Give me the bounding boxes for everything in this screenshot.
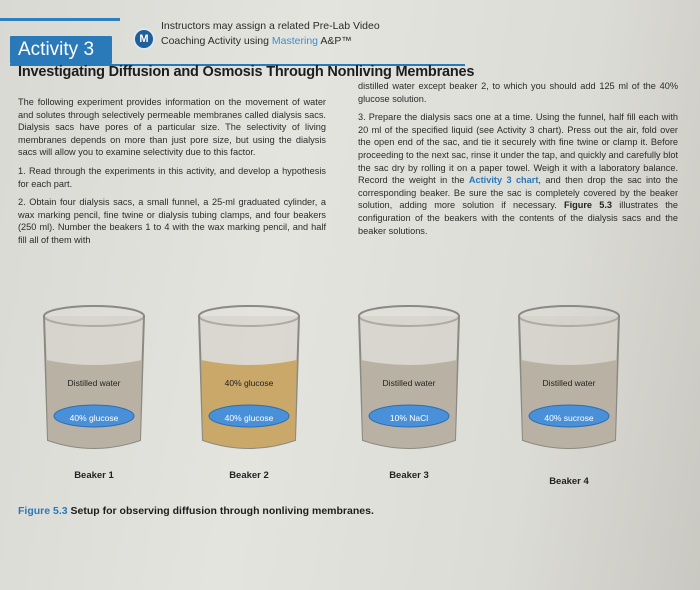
- beaker-2: [195, 300, 303, 481]
- caption-text: Setup for observing diffusion through nonliving membranes.: [67, 505, 374, 517]
- beaker-1-name: Beaker 1: [74, 470, 114, 481]
- top-accent-line: [0, 18, 120, 21]
- mastering-logo-icon: M: [133, 28, 155, 50]
- note-line-2: Coaching Activity using Mastering A&P™: [161, 35, 352, 47]
- beaker-2-solution-label: 40% glucose: [224, 378, 274, 388]
- left-column: [18, 96, 326, 253]
- figure-caption: [18, 505, 518, 517]
- activity-chart-ref: Activity 3 chart: [468, 175, 539, 186]
- mastering-brand: Mastering: [271, 35, 319, 47]
- beaker-2-glass-icon: [195, 300, 303, 454]
- beaker-2-name: Beaker 2: [229, 470, 269, 481]
- instructor-note: [161, 19, 401, 49]
- beaker-3-solution-label: Distilled water: [382, 378, 436, 388]
- beaker-3: [355, 300, 463, 481]
- beaker-1-glass-icon: [40, 300, 148, 454]
- step-2: 2. Obtain four dialysis sacs, a small funnel, a 25-ml graduated cylinder, a wax marking pencil, fine twine or dialysis tubing clamps, and four beakers (250 ml). Number the beakers 1 to 4 with the wax marking pencil, and half fill all of them with: [18, 197, 326, 245]
- beaker-4-sac-label: 40% sucrose: [544, 413, 594, 423]
- figure-ref: Figure 5.3: [563, 200, 613, 211]
- beaker-4-glass-icon: [515, 300, 623, 454]
- right-column: [358, 80, 678, 243]
- step-3: 3. Prepare the dialysis sacs one at a time. Using the funnel, half fill each with 20 ml of the specified liquid (see Activity 3 chart). Press out the air, fold over the open end of the sac, and tie it securely with fine twine or clamp it. Before proceeding to the next sac, rinse it under the tap, and quickly and carefully blot the sac dry by rolling it on a paper towel. Weigh it with a laboratory balance. Record the weight in the Activity 3 chart, and then drop the sac into the corresponding beaker. Be sure the sac is completely covered by the beaker solution, adding more solution if necessary. Figure 5.3 illustrates the configuration of the beakers with the contents of the dialysis sacs and the beaker solutions.: [358, 112, 679, 236]
- beaker-4: [515, 300, 623, 487]
- note-line-1: Instructors may assign a related Pre-Lab Video: [161, 20, 380, 32]
- section-heading: Investigating Diffusion and Osmosis Through Nonliving Membranes: [18, 64, 475, 80]
- figure-beakers: [40, 300, 690, 500]
- beaker-3-glass-icon: [355, 300, 463, 454]
- figure-number: Figure 5.3: [18, 505, 68, 517]
- beaker-4-name: Beaker 4: [549, 476, 589, 487]
- steps-list-right: [358, 111, 678, 237]
- beaker-2-sac-label: 40% glucose: [224, 413, 274, 423]
- beaker-4-solution-label: Distilled water: [542, 378, 596, 388]
- beaker-3-name: Beaker 3: [389, 470, 429, 481]
- beaker-1-sac-label: 40% glucose: [69, 413, 119, 423]
- step-1: 1. Read through the experiments in this activity, and develop a hypothesis for each part.: [18, 165, 326, 189]
- intro-paragraph: The following experiment provides information on the movement of water and solutes through selectively permeable membranes called dialysis sacs. Dialysis sacs have pores of a particular size. The selectivity of living membranes depends on more than just pore size, but using the dialysis sacs will allow you to examine selectivity due to this factor.: [18, 97, 326, 158]
- activity-label: Activity 3: [10, 36, 112, 64]
- beaker-1: [40, 300, 148, 481]
- continued-text: distilled water except beaker 2, to which you should add 125 ml of the 40% glucose solution.: [358, 81, 678, 104]
- beaker-3-sac-label: 10% NaCl: [389, 413, 429, 423]
- beaker-1-solution-label: Distilled water: [67, 378, 121, 388]
- steps-list-left: [18, 165, 326, 247]
